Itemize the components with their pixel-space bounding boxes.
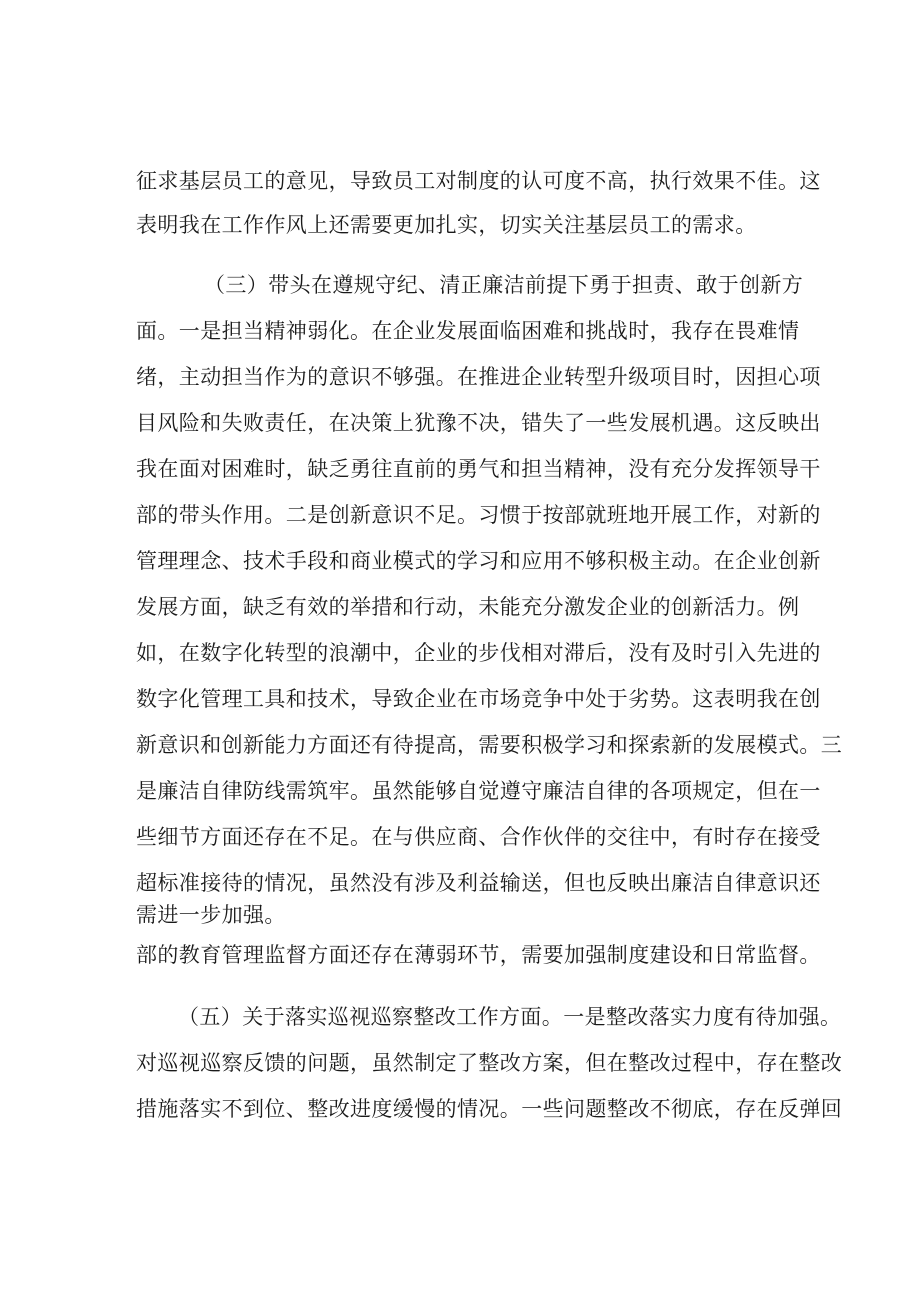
paragraph-line: 面。一是担当精神弱化。在企业发展面临困难和挑战时，我存在畏难情: [136, 319, 800, 343]
paragraph-line: 征求基层员工的意见，导致员工对制度的认可度不高，执行效果不佳。这: [136, 169, 821, 193]
paragraph-line: 需进一步加强。: [136, 903, 286, 927]
paragraph-line: 措施落实不到位、整改进度缓慢的情况。一些问题整改不彻底，存在反弹回: [136, 1097, 843, 1121]
paragraph-line: 如，在数字化转型的浪潮中，企业的步伐相对滞后，没有及时引入先进的: [136, 641, 821, 665]
paragraph-line: 新意识和创新能力方面还有待提高，需要积极学习和探索新的发展模式。三: [136, 733, 843, 757]
section-three-heading-line: （三）带头在遵规守纪、清正廉洁前提下勇于担责、敢于创新方: [204, 273, 804, 297]
paragraph-line: 部的带头作用。二是创新意识不足。习惯于按部就班地开展工作，对新的: [136, 503, 821, 527]
paragraph-line: 目风险和失败责任，在决策上犹豫不决，错失了一些发展机遇。这反映出: [136, 411, 821, 435]
paragraph-line: 是廉洁自律防线需筑牢。虽然能够自觉遵守廉洁自律的各项规定，但在一: [136, 779, 821, 803]
paragraph-line: 我在面对困难时，缺乏勇往直前的勇气和担当精神，没有充分发挥领导干: [136, 457, 821, 481]
paragraph-line: 发展方面，缺乏有效的举措和行动，未能充分激发企业的创新活力。例: [136, 595, 800, 619]
paragraph-line: 绪，主动担当作为的意识不够强。在推进企业转型升级项目时，因担心项: [136, 365, 821, 389]
paragraph-line: 对巡视巡察反馈的问题，虽然制定了整改方案，但在整改过程中，存在整改: [136, 1051, 843, 1075]
paragraph-line: 管理理念、技术手段和商业模式的学习和应用不够积极主动。在企业创新: [136, 549, 821, 573]
paragraph-line: 超标准接待的情况，虽然没有涉及利益输送，但也反映出廉洁自律意识还: [136, 871, 821, 895]
paragraph-line: 数字化管理工具和技术，导致企业在市场竞争中处于劣势。这表明我在创: [136, 687, 821, 711]
paragraph-line: 些细节方面还存在不足。在与供应商、合作伙伴的交往中，有时存在接受: [136, 825, 821, 849]
paragraph-line: 部的教育管理监督方面还存在薄弱环节，需要加强制度建设和日常监督。: [136, 943, 821, 967]
section-five-heading-line: （五）关于落实巡视巡察整改工作方面。一是整改落实力度有待加强。: [178, 1005, 842, 1029]
paragraph-line: 表明我在工作作风上还需要更加扎实，切实关注基层员工的需求。: [136, 213, 757, 237]
